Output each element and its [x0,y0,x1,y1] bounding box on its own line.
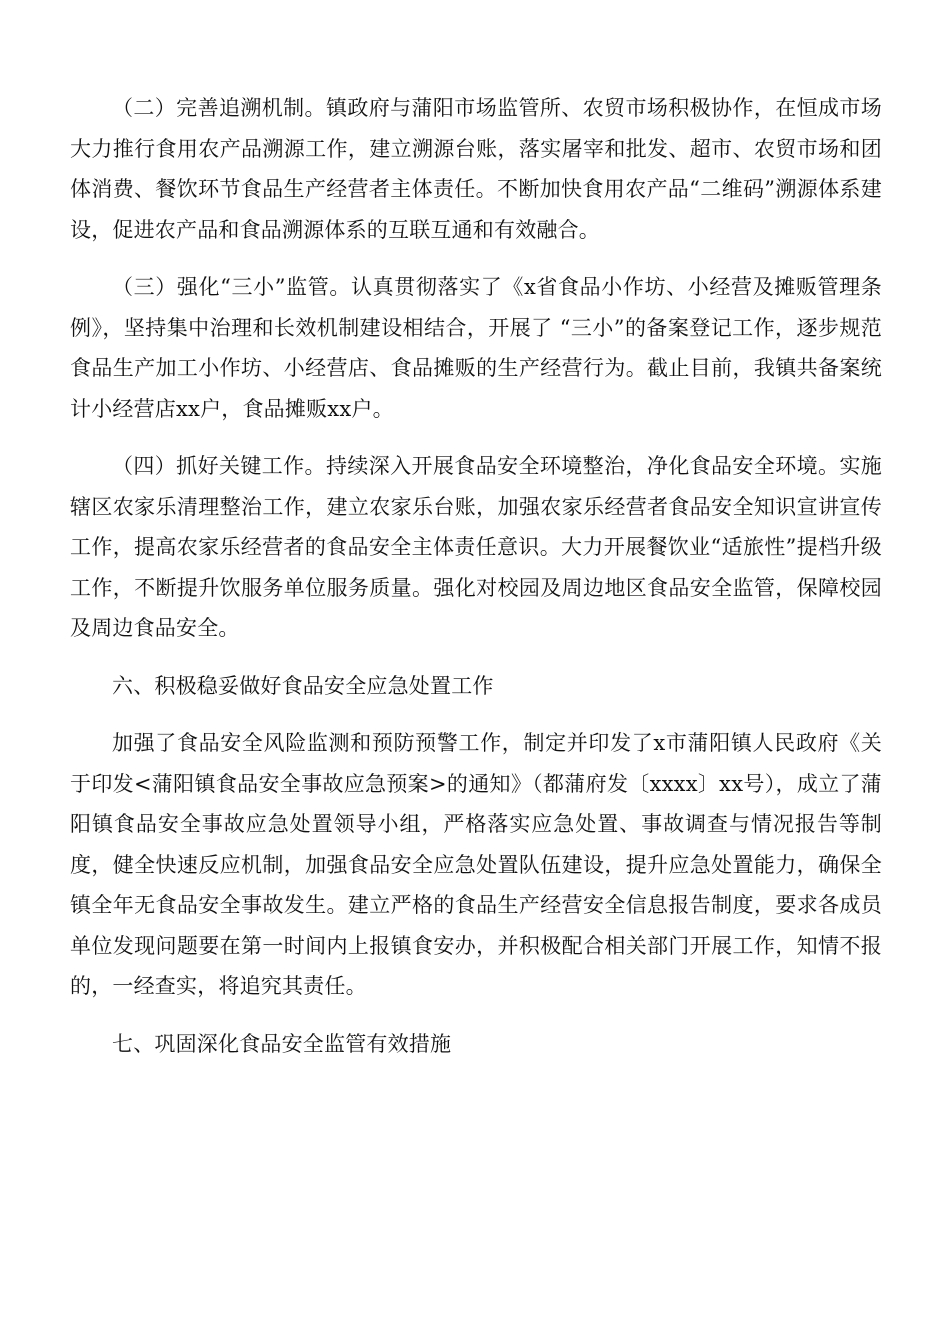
section-heading-emergency: 六、积极稳妥做好食品安全应急处置工作 [112,673,494,698]
paragraph-emergency-handling: 加强了食品安全风险监测和预防预警工作，制定并印发了x市蒲阳镇人民政府《关于印发<蒲阳镇食品安全事故应急预案>的通知》（都蒲府发〔xxxx〕xx号），成立了蒲阳镇食品安全事故应急处置领导小组，严格落实应急处置、事故调查与情况报告等制度，健全快速反应机制，加强食品安全应急处置队伍建设，提升应急处置能力，确保全镇全年无食品安全事故发生。建立严格的食品生产经营安全信息报告制度，要求各成员单位发现问题要在第一时间内上报镇食安办，并积极配合相关部门开展工作，知情不报的，一经查实，将追究其责任。 [70,731,882,998]
section-heading-supervision-measures: 七、巩固深化食品安全监管有效措施 [112,1031,452,1056]
paragraph-three-small-supervision: （三）强化“三小”监管。认真贯彻落实了《x省食品小作坊、小经营及摊贩管理条例》，坚持集中治理和长效机制建设相结合，开展了 “三小”的备案登记工作，逐步规范食品生产加工小作坊、小经营店、食品摊贩的生产经营行为。截止目前，我镇共备案统计小经营店xx户，食品摊贩xx户。 [70,275,882,421]
paragraph-improve-traceability: （二）完善追溯机制。镇政府与蒲阳市场监管所、农贸市场积极协作，在恒成市场大力推行食用农产品溯源工作，建立溯源台账，落实屠宰和批发、超市、农贸市场和团体消费、餐饮环节食品生产经营者主体责任。不断加快食用农产品“二维码”溯源体系建设，促进农产品和食品溯源体系的互联互通和有效融合。 [70,96,882,242]
document-page [70,88,882,1081]
paragraph-key-work: （四）抓好关键工作。持续深入开展食品安全环境整治，净化食品安全环境。实施辖区农家乐清理整治工作，建立农家乐台账，加强农家乐经营者食品安全知识宣讲宣传工作，提高农家乐经营者的食品安全主体责任意识。大力开展餐饮业“适旅性”提档升级工作，不断提升饮服务单位服务质量。强化对校园及周边地区食品安全监管，保障校园及周边食品安全。 [70,454,882,640]
